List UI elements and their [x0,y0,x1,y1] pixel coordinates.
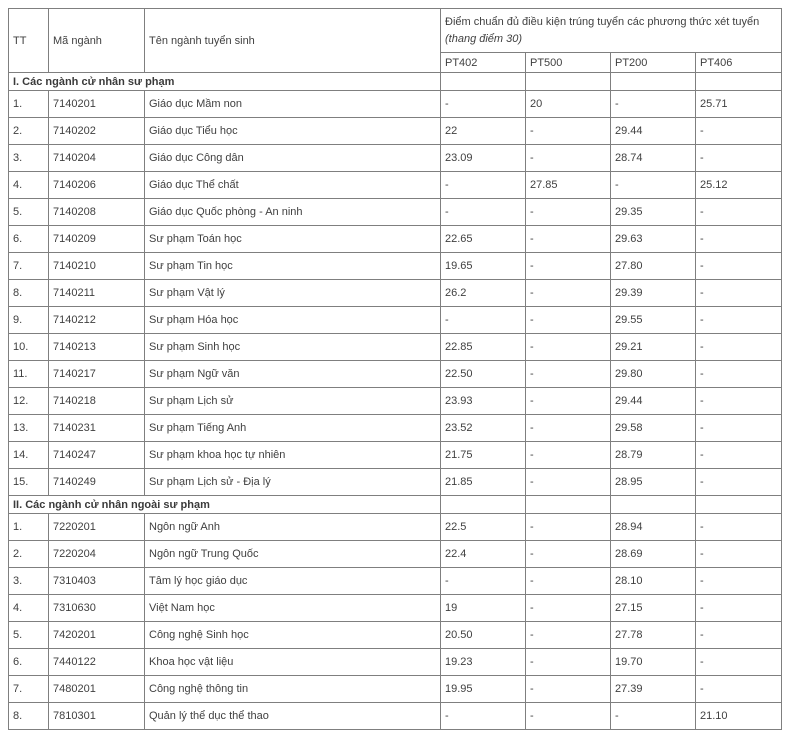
cell-ten-nganh: Tâm lý học giáo dục [145,568,441,595]
cell-pt500: - [526,280,611,307]
table-row [9,676,782,703]
section-empty-cell [441,496,526,514]
cell-ma-nganh: 7140218 [49,388,145,415]
cell-tt: 8. [9,280,49,307]
header-tt: TT [9,9,49,73]
cell-ma-nganh: 7310630 [49,595,145,622]
cell-pt402: 26.2 [441,280,526,307]
cell-pt200: 29.55 [611,307,696,334]
cell-pt500: - [526,334,611,361]
cell-pt500: - [526,514,611,541]
cell-pt500: - [526,388,611,415]
cell-tt: 9. [9,307,49,334]
cell-ten-nganh: Khoa học vật liệu [145,649,441,676]
cell-pt200: 29.58 [611,415,696,442]
cell-pt402: 21.85 [441,469,526,496]
cell-pt200: 27.80 [611,253,696,280]
cell-ten-nganh: Công nghệ Sinh học [145,622,441,649]
cell-pt500: - [526,415,611,442]
cell-ten-nganh: Công nghệ thông tin [145,676,441,703]
cell-pt402: - [441,172,526,199]
header-ma-nganh: Mã ngành [49,9,145,73]
cell-pt500: - [526,226,611,253]
cell-pt500: - [526,307,611,334]
table-row [9,514,782,541]
cell-pt500: - [526,541,611,568]
cell-tt: 7. [9,253,49,280]
table-header-row [9,9,782,53]
cell-tt: 4. [9,595,49,622]
cell-pt402: 23.52 [441,415,526,442]
cell-ten-nganh: Giáo dục Thể chất [145,172,441,199]
cell-pt500: - [526,469,611,496]
cell-ten-nganh: Sư phạm Tiếng Anh [145,415,441,442]
header-pt406: PT406 [696,53,782,73]
admission-scores-table [8,8,782,730]
cell-pt200: 28.94 [611,514,696,541]
cell-pt406: - [696,442,782,469]
table-row [9,595,782,622]
cell-ten-nganh: Ngôn ngữ Trung Quốc [145,541,441,568]
cell-ten-nganh: Giáo dục Công dân [145,145,441,172]
cell-tt: 1. [9,91,49,118]
table-row [9,226,782,253]
cell-ten-nganh: Việt Nam học [145,595,441,622]
cell-ma-nganh: 7140209 [49,226,145,253]
cell-ma-nganh: 7140211 [49,280,145,307]
cell-pt500: - [526,595,611,622]
cell-ten-nganh: Sư phạm Toán học [145,226,441,253]
table-row [9,622,782,649]
cell-pt200: 27.78 [611,622,696,649]
cell-ma-nganh: 7140247 [49,442,145,469]
cell-ma-nganh: 7140212 [49,307,145,334]
table-row [9,91,782,118]
table-row [9,649,782,676]
cell-ten-nganh: Sư phạm Sinh học [145,334,441,361]
cell-pt500: - [526,676,611,703]
cell-ma-nganh: 7810301 [49,703,145,730]
cell-pt406: - [696,118,782,145]
cell-ten-nganh: Sư phạm khoa học tự nhiên [145,442,441,469]
cell-ten-nganh: Sư phạm Vật lý [145,280,441,307]
table-row [9,388,782,415]
cell-pt406: 25.71 [696,91,782,118]
cell-pt402: - [441,199,526,226]
cell-tt: 15. [9,469,49,496]
cell-ten-nganh: Sư phạm Lịch sử [145,388,441,415]
cell-pt402: 23.09 [441,145,526,172]
cell-tt: 6. [9,649,49,676]
cell-pt200: 29.39 [611,280,696,307]
cell-pt500: - [526,118,611,145]
section-header-row [9,496,782,514]
cell-pt406: - [696,253,782,280]
table-row [9,253,782,280]
cell-ten-nganh: Sư phạm Tin học [145,253,441,280]
cell-pt406: - [696,541,782,568]
cell-tt: 13. [9,415,49,442]
section-empty-cell [611,73,696,91]
cell-pt406: - [696,676,782,703]
cell-ma-nganh: 7140202 [49,118,145,145]
cell-pt406: - [696,568,782,595]
cell-pt406: - [696,307,782,334]
cell-ten-nganh: Giáo dục Tiểu học [145,118,441,145]
cell-tt: 3. [9,145,49,172]
cell-tt: 4. [9,172,49,199]
cell-pt406: - [696,280,782,307]
cell-pt406: - [696,145,782,172]
cell-pt200: 28.10 [611,568,696,595]
cell-pt402: 19 [441,595,526,622]
cell-pt406: - [696,415,782,442]
cell-ma-nganh: 7140201 [49,91,145,118]
cell-ma-nganh: 7140217 [49,361,145,388]
cell-pt200: 28.74 [611,145,696,172]
cell-pt500: - [526,442,611,469]
cell-tt: 7. [9,676,49,703]
section-empty-cell [526,496,611,514]
cell-tt: 1. [9,514,49,541]
cell-tt: 8. [9,703,49,730]
table-row [9,541,782,568]
cell-pt200: 29.44 [611,388,696,415]
cell-pt406: - [696,622,782,649]
cell-pt200: 29.44 [611,118,696,145]
header-pt402: PT402 [441,53,526,73]
table-row [9,172,782,199]
cell-ten-nganh: Quản lý thể dục thể thao [145,703,441,730]
cell-ten-nganh: Ngôn ngữ Anh [145,514,441,541]
table-row [9,334,782,361]
cell-pt200: 19.70 [611,649,696,676]
cell-pt402: 22.65 [441,226,526,253]
cell-pt200: - [611,172,696,199]
cell-pt200: 28.95 [611,469,696,496]
header-pt500: PT500 [526,53,611,73]
cell-ma-nganh: 7440122 [49,649,145,676]
cell-pt406: - [696,226,782,253]
table-row [9,703,782,730]
header-ten-nganh: Tên ngành tuyển sinh [145,9,441,73]
cell-pt406: - [696,595,782,622]
cell-pt402: 22.85 [441,334,526,361]
cell-pt406: 21.10 [696,703,782,730]
cell-ma-nganh: 7420201 [49,622,145,649]
cell-pt402: - [441,703,526,730]
cell-pt200: 29.63 [611,226,696,253]
cell-pt402: - [441,91,526,118]
section-empty-cell [526,73,611,91]
cell-pt402: - [441,568,526,595]
table-row [9,442,782,469]
cell-tt: 11. [9,361,49,388]
header-diem-chuan-subtitle: (thang điểm 30) [445,33,523,45]
cell-pt200: 29.80 [611,361,696,388]
section-title: I. Các ngành cử nhân sư phạm [9,73,441,91]
cell-pt402: 22 [441,118,526,145]
cell-tt: 2. [9,118,49,145]
cell-pt406: - [696,469,782,496]
cell-pt406: 25.12 [696,172,782,199]
section-title: II. Các ngành cử nhân ngoài sư phạm [9,496,441,514]
cell-tt: 10. [9,334,49,361]
header-pt200: PT200 [611,53,696,73]
cell-tt: 6. [9,226,49,253]
cell-tt: 14. [9,442,49,469]
cell-ma-nganh: 7140204 [49,145,145,172]
cell-ten-nganh: Sư phạm Hóa học [145,307,441,334]
cell-pt500: - [526,361,611,388]
section-empty-cell [696,73,782,91]
cell-ten-nganh: Giáo dục Mầm non [145,91,441,118]
cell-ma-nganh: 7480201 [49,676,145,703]
cell-pt200: 28.79 [611,442,696,469]
cell-ma-nganh: 7140249 [49,469,145,496]
cell-pt402: 22.50 [441,361,526,388]
cell-pt500: 27.85 [526,172,611,199]
cell-pt500: - [526,568,611,595]
cell-pt402: 22.5 [441,514,526,541]
table-row [9,145,782,172]
cell-pt200: - [611,703,696,730]
header-diem-chuan-title: Điểm chuẩn đủ điều kiện trúng tuyển các phương thức xét tuyển [445,16,760,28]
cell-pt402: 19.23 [441,649,526,676]
cell-ma-nganh: 7140213 [49,334,145,361]
cell-ma-nganh: 7310403 [49,568,145,595]
cell-pt406: - [696,514,782,541]
cell-pt402: 22.4 [441,541,526,568]
cell-tt: 3. [9,568,49,595]
cell-pt402: - [441,307,526,334]
cell-ma-nganh: 7140231 [49,415,145,442]
cell-pt200: - [611,91,696,118]
cell-ma-nganh: 7140208 [49,199,145,226]
table-row [9,415,782,442]
cell-pt402: 20.50 [441,622,526,649]
cell-pt200: 28.69 [611,541,696,568]
cell-ma-nganh: 7140206 [49,172,145,199]
cell-pt500: - [526,649,611,676]
cell-pt402: 19.95 [441,676,526,703]
cell-pt500: - [526,253,611,280]
cell-pt500: - [526,622,611,649]
table-row [9,361,782,388]
cell-pt402: 21.75 [441,442,526,469]
cell-pt406: - [696,361,782,388]
cell-ma-nganh: 7140210 [49,253,145,280]
cell-tt: 5. [9,622,49,649]
section-header-row [9,73,782,91]
cell-pt500: - [526,145,611,172]
cell-ma-nganh: 7220204 [49,541,145,568]
cell-pt200: 27.15 [611,595,696,622]
cell-pt406: - [696,199,782,226]
table-row [9,280,782,307]
cell-pt406: - [696,649,782,676]
cell-ma-nganh: 7220201 [49,514,145,541]
table-row [9,469,782,496]
cell-pt500: - [526,199,611,226]
cell-pt500: - [526,703,611,730]
cell-pt402: 19.65 [441,253,526,280]
cell-tt: 5. [9,199,49,226]
cell-pt406: - [696,388,782,415]
cell-pt200: 29.21 [611,334,696,361]
header-diem-chuan-group [441,9,782,53]
cell-ten-nganh: Sư phạm Ngữ văn [145,361,441,388]
cell-ten-nganh: Giáo dục Quốc phòng - An ninh [145,199,441,226]
cell-pt200: 27.39 [611,676,696,703]
cell-pt402: 23.93 [441,388,526,415]
cell-pt406: - [696,334,782,361]
table-row [9,568,782,595]
section-empty-cell [441,73,526,91]
table-row [9,199,782,226]
cell-tt: 2. [9,541,49,568]
cell-pt500: 20 [526,91,611,118]
cell-tt: 12. [9,388,49,415]
cell-ten-nganh: Sư phạm Lịch sử - Địa lý [145,469,441,496]
table-row [9,307,782,334]
cell-pt200: 29.35 [611,199,696,226]
table-row [9,118,782,145]
section-empty-cell [611,496,696,514]
section-empty-cell [696,496,782,514]
